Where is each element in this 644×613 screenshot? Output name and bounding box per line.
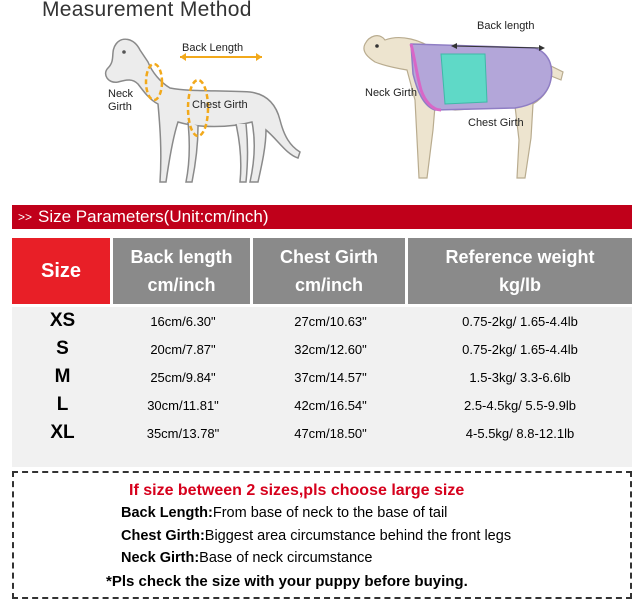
row-weight: 4-5.5kg/ 8.8-12.1lb <box>465 425 575 441</box>
row-back-length: 35cm/13.78" <box>146 425 220 441</box>
row-back-length: 20cm/7.87" <box>150 341 216 357</box>
size-notes-box <box>12 471 632 599</box>
note-back-length <box>121 505 447 521</box>
chest-girth-label-right: Chest Girth <box>468 117 524 129</box>
dog-outline-illustration <box>100 30 310 200</box>
row-weight: 2.5-4.5kg/ 5.5-9.9lb <box>463 397 577 413</box>
header-back-length-label: Back length <box>130 247 233 267</box>
note-chest-girth <box>121 528 511 544</box>
table-row <box>12 335 632 363</box>
table-header-row <box>12 238 632 304</box>
row-size: S <box>56 338 69 359</box>
size-parameters-banner <box>12 205 632 229</box>
neck-girth-label-line2: Girth <box>108 101 132 113</box>
table-row <box>12 307 632 335</box>
table-body <box>12 307 632 467</box>
header-back-length <box>113 238 253 304</box>
neck-girth-label-right: Neck Girth <box>365 87 417 99</box>
header-chest-girth-unit: cm/inch <box>294 275 364 295</box>
row-size: L <box>56 394 69 415</box>
header-back-length-unit: cm/inch <box>147 275 216 295</box>
table-row <box>12 419 632 447</box>
note-desc: From base of neck to the base of tail <box>212 505 448 521</box>
note-desc: Biggest area circumstance behind the front legs <box>204 528 512 544</box>
row-back-length: 25cm/9.84" <box>150 369 216 385</box>
header-reference-weight-unit: kg/lb <box>498 275 541 295</box>
row-chest-girth: 42cm/16.54" <box>294 397 367 413</box>
row-back-length: 30cm/11.81" <box>147 397 219 413</box>
double-arrow-icon: >> <box>18 210 33 224</box>
header-chest-girth-label: Chest Girth <box>279 247 378 267</box>
note-neck-girth <box>121 550 372 566</box>
note-desc: Base of neck circumstance <box>199 550 373 566</box>
row-weight: 0.75-2kg/ 1.65-4.4lb <box>462 341 578 357</box>
header-size <box>12 238 113 304</box>
chest-girth-label: Chest Girth <box>192 99 248 111</box>
notes-footer: *Pls check the size with your puppy before buying. <box>106 573 468 590</box>
notes-heading: If size between 2 sizes,pls choose large size <box>129 482 465 499</box>
row-size: M <box>54 366 71 387</box>
row-chest-girth: 27cm/10.63" <box>294 313 367 329</box>
header-reference-weight-label: Reference weight <box>445 247 595 267</box>
back-length-label-right: Back length <box>477 20 535 32</box>
table-row-spacer <box>12 447 632 467</box>
dog-coat-diagram <box>355 10 585 200</box>
row-weight: 1.5-3kg/ 3.3-6.6lb <box>469 369 571 385</box>
size-table <box>12 238 632 467</box>
header-size-label: Size <box>40 260 82 282</box>
header-reference-weight <box>408 238 632 304</box>
note-term: Back Length: <box>121 505 213 521</box>
banner-text: Size Parameters(Unit:cm/inch) <box>38 207 269 226</box>
dog-in-coat-illustration <box>355 10 585 200</box>
row-chest-girth: 32cm/12.60" <box>294 341 367 357</box>
note-term: Chest Girth: <box>121 528 205 544</box>
header-chest-girth <box>253 238 408 304</box>
row-chest-girth: 47cm/18.50" <box>294 425 367 441</box>
measurement-title: Measurement Method <box>42 0 252 21</box>
neck-girth-label-line1: Neck <box>108 88 134 100</box>
table-row <box>12 391 632 419</box>
dog-outline-diagram <box>100 30 310 200</box>
note-term: Neck Girth: <box>121 550 200 566</box>
row-chest-girth: 37cm/14.57" <box>294 369 367 385</box>
row-back-length: 16cm/6.30" <box>150 313 216 329</box>
row-weight: 0.75-2kg/ 1.65-4.4lb <box>462 313 578 329</box>
row-size: XL <box>50 422 75 443</box>
table-row <box>12 363 632 391</box>
row-size: XS <box>49 310 76 331</box>
back-length-label: Back Length <box>182 42 244 54</box>
